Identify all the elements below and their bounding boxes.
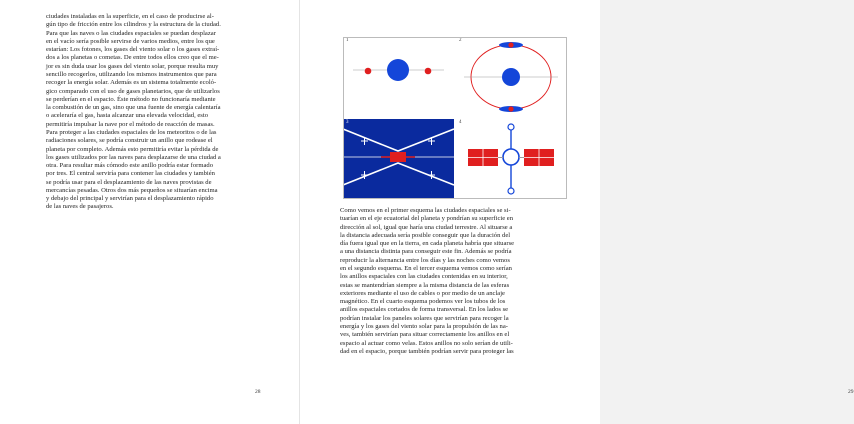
bottom-city	[508, 106, 513, 111]
text-line: los gases utilizados por las naves para desplazarse de una ciudad a	[46, 153, 221, 161]
left-page	[0, 0, 300, 424]
text-line: a una distancia distinta para conseguir este fin. Además se podría	[340, 248, 512, 256]
text-line: Para proteger a las ciudades espaciales de los meteoritos o de las	[46, 128, 217, 136]
panel-label-1: 1	[346, 38, 349, 43]
text-line: exteriores mediante el uso de cables o por medio de un anclaje	[340, 289, 505, 297]
text-line: día fuera igual que en la tierra, en cada planeta habría que situarse	[340, 240, 515, 248]
text-line: otra. Para resultar más cómodo este anillo podría estar formado	[46, 162, 213, 170]
marker-1b	[361, 141, 368, 142]
planet	[502, 68, 520, 86]
panel-label-3: 3	[346, 120, 349, 125]
text-line: se podría usar para el desplazamiento de las naves provistas de	[46, 178, 212, 186]
upper-cable	[343, 129, 454, 151]
text-line: de las naves de pasajeros.	[46, 203, 114, 211]
text-line: reproducir la alternancia entre los días y las noches como vemos	[340, 256, 510, 264]
right-page-number: 29	[848, 389, 854, 395]
top-city	[508, 42, 513, 47]
text-line: estas se mantendrían siempre a la misma distancia de las esferas	[340, 281, 510, 289]
diagram-1-svg	[343, 37, 454, 117]
left-page-number: 28	[255, 389, 261, 395]
main-tube-section	[503, 149, 519, 165]
text-line: gico comparado con el uso de gases planetarios, que de utilizarlos	[46, 87, 220, 95]
text-line: dad en el espacio, porque también podrían servir para proteger las	[340, 347, 514, 355]
text-line: mercancías pesadas. Otros dos más pequeños se situarían encima	[46, 186, 218, 194]
text-line: recoger la energía solar. Además es un sistema totalmente ecoló-	[46, 79, 217, 87]
text-line: sencillo recogerlos, utilizando los mismos instrumentos que para	[46, 70, 217, 78]
text-line: se perderían en el espacio. Éste método no funcionaría mediante	[46, 95, 216, 103]
panel-label-2: 2	[459, 38, 462, 43]
text-line: ves, también servirían para situar correctamente los anillos en el	[340, 331, 510, 339]
text-line: o aceleraría el gas, hasta alcanzar una elevada velocidad, esto	[46, 112, 209, 120]
text-line: radiaciones solares, se podría construir un anillo que rodease el	[46, 137, 213, 145]
text-line: ciudades instaladas en la superficie, en el caso de producirse al-	[46, 13, 214, 20]
diagram-panel-2	[456, 37, 567, 117]
text-line: y debajo del principal y servirían para el desplazamiento rápido	[46, 195, 214, 203]
planet	[387, 59, 409, 81]
text-line: planeta por completo. Además esto permitiría evitar la pérdida de	[46, 145, 219, 153]
diagram-panel-1	[343, 37, 454, 117]
left-body-text	[46, 13, 270, 212]
text-line: jor es sin duda usar los gases del viento solar, porque resulta muy	[46, 62, 219, 70]
right-body-text	[340, 207, 564, 356]
text-line: en el segundo esquema. En el tercer esquema vemos como serían	[340, 264, 512, 272]
diagram-3-svg	[343, 119, 454, 199]
text-line: energía y los gases del viento solar para la propulsión de las na-	[340, 322, 508, 330]
text-line: la combustión de un gas, sino que una fuente de energía calentaría	[46, 104, 221, 112]
text-line: por tres. El central serviría para contener las ciudades y también	[46, 170, 215, 178]
diagram-panel-4	[456, 119, 567, 199]
text-line: los anillos espaciales con las ciudades contenidas en su interior,	[340, 273, 508, 281]
top-tube-section	[508, 124, 514, 130]
marker-2b	[428, 141, 435, 142]
bottom-tube-section	[508, 188, 514, 194]
panel-label-4: 4	[459, 120, 462, 125]
text-line: podrían instalar los paneles solares que servirían para recoger la	[340, 314, 509, 322]
space-city-left	[365, 68, 372, 75]
text-line: magnético. En el cuarto esquema podemos ver los tubos de los	[340, 298, 506, 306]
text-line: permitiría impulsar la nave por el método de reacción de masas.	[46, 120, 215, 128]
space-city-diagrams	[343, 37, 567, 199]
text-line: gún tipo de fricción entre los cilindros y la estructura de la ciudad.	[46, 21, 221, 29]
text-line: estarían: Los fotones, los gases del viento solar o los gases extraí-	[46, 46, 220, 54]
text-line: espacio al actuar como velas. Estos anillos no solo serían de utili-	[340, 339, 513, 347]
diagram-panel-3	[343, 119, 454, 199]
space-city-right	[425, 68, 432, 75]
text-line: la distancia adecuada sería posible conseguir que la duración del	[340, 231, 511, 239]
text-line: en el vacío sería posible servirse de varios medios, entre los que	[46, 37, 215, 45]
text-line: dos a los planetas o cometas. De entre todos ellos creo que el me-	[46, 54, 219, 62]
marker-3b	[361, 175, 368, 176]
marker-4b	[428, 175, 435, 176]
diagram-2-svg	[456, 37, 567, 117]
text-line: tuarían en el eje ecuatorial del planeta y pondrían su superficie en	[340, 215, 514, 223]
lower-cable	[343, 163, 454, 185]
text-line: dirección al sol, igual que haría una ciudad terrestre. Al situarse a	[340, 223, 513, 231]
text-line: Para que las naves o las ciudades espaciales se puedan desplazar	[46, 29, 216, 37]
diagram-4-svg	[456, 119, 567, 199]
text-line: Como vemos en el primer esquema las ciudades espaciales se si-	[340, 207, 511, 214]
text-line: anillos espaciales cortados de forma transversal. En los lados se	[340, 306, 509, 314]
